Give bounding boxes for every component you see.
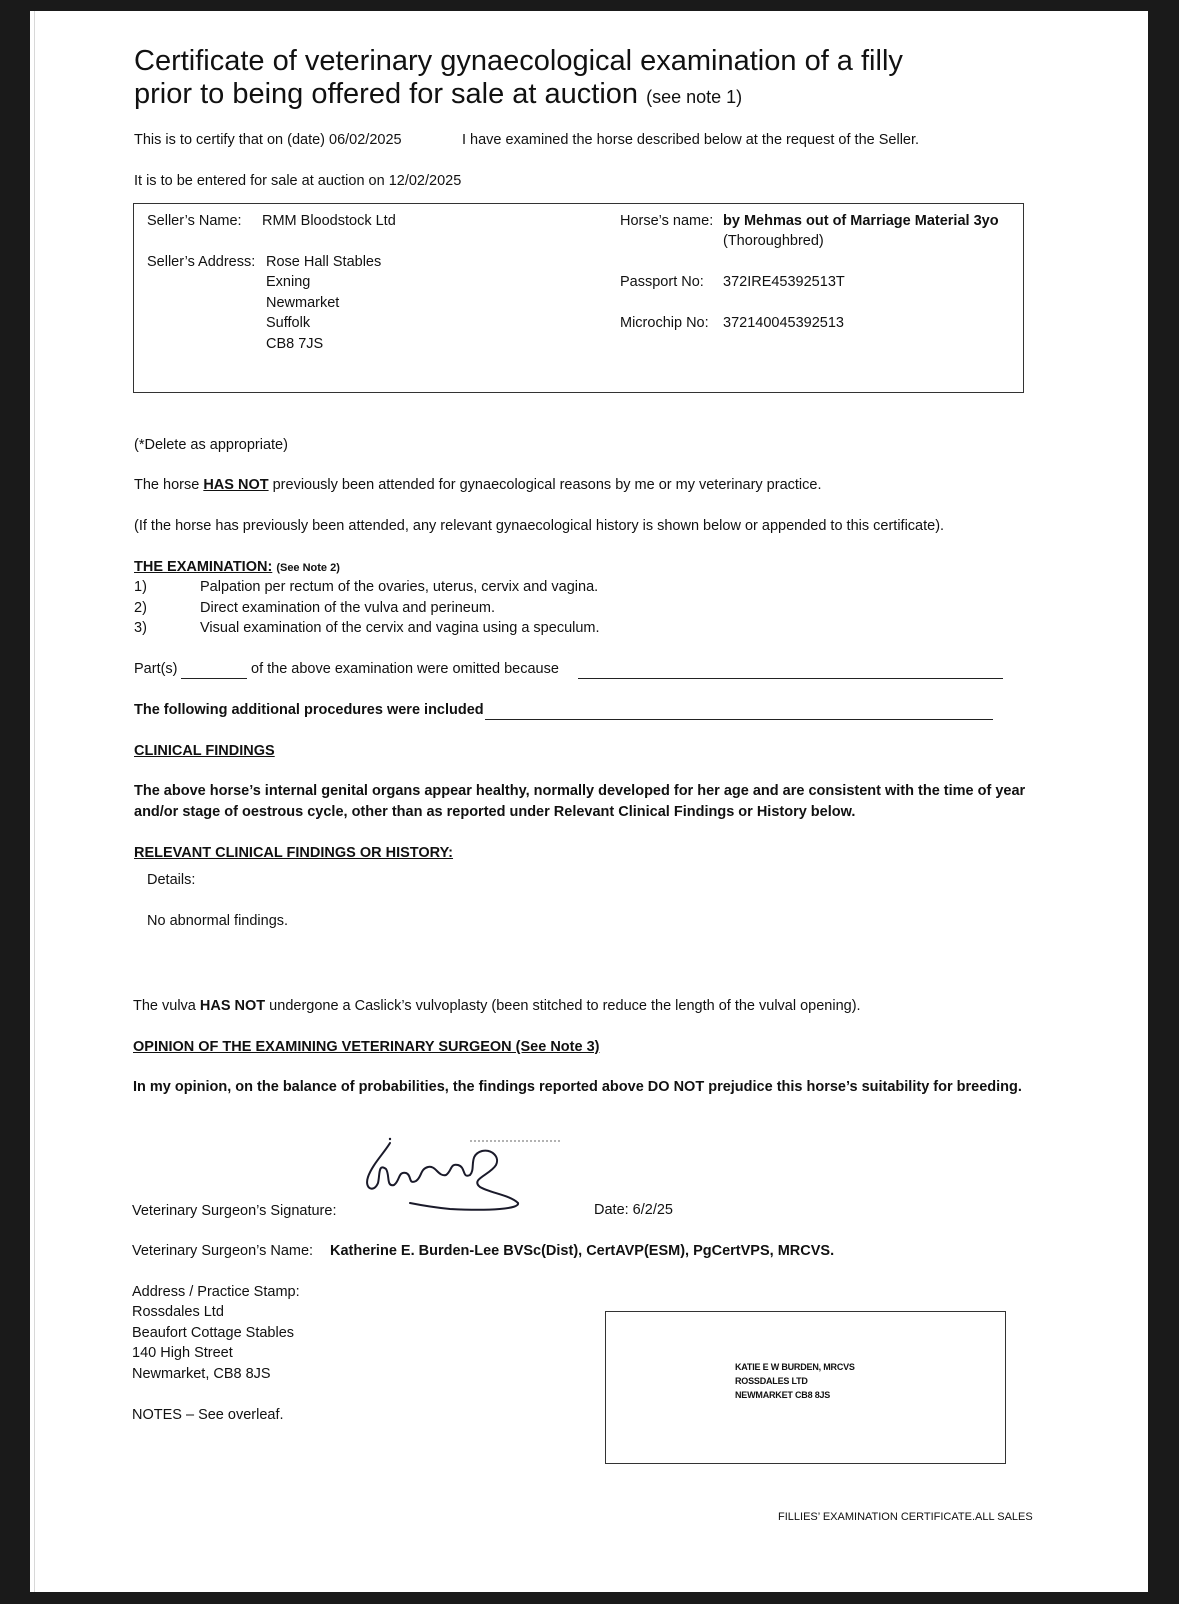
practice-address-line: Rossdales Ltd xyxy=(132,1304,224,1320)
omitted-parts-blank xyxy=(181,678,247,679)
passport-label: Passport No: xyxy=(620,274,704,290)
title-line-2 xyxy=(134,78,1034,114)
additional-procedures-blank xyxy=(485,719,993,720)
signature-date: Date: 6/2/25 xyxy=(594,1202,673,1218)
surgeon-name-label: Veterinary Surgeon’s Name: xyxy=(132,1243,314,1259)
exam-item-text: Direct examination of the vulva and perineum. xyxy=(200,600,495,616)
horse-breed: (Thoroughbred) xyxy=(723,233,824,249)
seller-name-value: RMM Bloodstock Ltd xyxy=(262,213,396,229)
clinical-findings-line: and/or stage of oestrous cycle, other than as reported under Relevant Clinical Findings or History below. xyxy=(134,804,856,820)
relevant-findings-heading: RELEVANT CLINICAL FINDINGS OR HISTORY: xyxy=(134,845,454,861)
delete-note: (*Delete as appropriate) xyxy=(134,437,288,453)
seller-address-line: Rose Hall Stables xyxy=(266,254,382,270)
footer-reference: FILLIES’ EXAMINATION CERTIFICATE.ALL SALES xyxy=(778,1511,1033,1523)
exam-item-num: 2) xyxy=(134,600,147,616)
seller-address-line: Newmarket xyxy=(266,295,340,311)
omitted-reason-blank xyxy=(578,678,1003,679)
seller-address-line: Suffolk xyxy=(266,315,311,331)
certify-date: This is to certify that on (date) 06/02/2025 xyxy=(134,132,402,148)
seller-address-line: CB8 7JS xyxy=(266,336,324,352)
details-label: Details: xyxy=(147,872,196,888)
examination-heading-text: THE EXAMINATION: xyxy=(134,559,273,575)
seller-address-line: Exning xyxy=(266,274,311,290)
stamp-line: ROSSDALES LTD xyxy=(735,1376,808,1386)
horse-name-value: by Mehmas out of Marriage Material 3yo xyxy=(723,213,999,229)
microchip-label: Microchip No: xyxy=(620,315,709,331)
attended-prefix: The horse xyxy=(134,477,204,493)
practice-address-line: 140 High Street xyxy=(132,1345,233,1361)
surgeon-name-value: Katherine E. Burden-Lee BVSc(Dist), CertAVP(ESM), PgCertVPS, MRCVS. xyxy=(330,1243,835,1259)
title-note: (see note 1) xyxy=(646,87,743,107)
opinion-heading: OPINION OF THE EXAMINING VETERINARY SURGEON (See Note 3) xyxy=(133,1039,600,1055)
notes-reference: NOTES – See overleaf. xyxy=(132,1407,284,1423)
title-line-1: Certificate of veterinary gynaecological examination of a filly xyxy=(134,45,903,77)
attended-statement xyxy=(134,475,821,495)
exam-item-num: 3) xyxy=(134,620,147,636)
certify-examined: I have examined the horse described below at the request of the Seller. xyxy=(462,132,920,148)
signature-image xyxy=(350,1131,570,1211)
vulva-emphasis: HAS NOT xyxy=(199,998,266,1014)
practice-stamp-label: Address / Practice Stamp: xyxy=(132,1284,300,1300)
horse-name-label: Horse’s name: xyxy=(620,213,714,229)
page-edge xyxy=(34,11,35,1592)
attended-emphasis: HAS NOT xyxy=(203,477,269,493)
exam-item-text: Palpation per rectum of the ovaries, uterus, cervix and vagina. xyxy=(200,579,599,595)
seller-address-label: Seller’s Address: xyxy=(147,254,256,270)
vulva-suffix: undergone a Caslick’s vulvoplasty (been stitched to reduce the length of the vulval opening). xyxy=(265,998,861,1014)
omitted-middle: of the above examination were omitted because xyxy=(251,661,559,677)
auction-date: It is to be entered for sale at auction on 12/02/2025 xyxy=(134,173,462,189)
clinical-findings-line: The above horse’s internal genital organs appear healthy, normally developed for her age and are consistent with the time of year xyxy=(134,783,1026,799)
exam-item-text: Visual examination of the cervix and vagina using a speculum. xyxy=(200,620,600,636)
seller-name-label: Seller’s Name: xyxy=(147,213,242,229)
signature-label: Veterinary Surgeon’s Signature: xyxy=(132,1203,337,1219)
opinion-text: In my opinion, on the balance of probabilities, the findings reported above DO NOT prejudice this horse’s suitability for breeding. xyxy=(133,1079,1022,1095)
passport-value: 372IRE45392513T xyxy=(723,274,845,290)
page-title xyxy=(134,45,1034,114)
vulva-statement xyxy=(133,996,861,1016)
omitted-prefix: Part(s) xyxy=(134,661,178,677)
vulva-prefix: The vulva xyxy=(133,998,200,1014)
additional-procedures: The following additional procedures were included xyxy=(134,702,484,718)
attended-suffix: previously been attended for gynaecological reasons by me or my veterinary practice. xyxy=(268,477,822,493)
certificate-page xyxy=(30,11,1148,1592)
examination-heading xyxy=(134,557,340,578)
exam-item-num: 1) xyxy=(134,579,147,595)
stamp-line: NEWMARKET CB8 8JS xyxy=(735,1390,831,1400)
practice-address-line: Beaufort Cottage Stables xyxy=(132,1325,295,1341)
title-line-2-text: prior to being offered for sale at auction xyxy=(134,78,639,110)
examination-heading-note: (See Note 2) xyxy=(276,562,340,574)
details-value: No abnormal findings. xyxy=(147,913,289,929)
clinical-findings-heading: CLINICAL FINDINGS xyxy=(134,743,275,759)
microchip-value: 372140045392513 xyxy=(723,315,844,331)
history-note: (If the horse has previously been attended, any relevant gynaecological history is shown below or appended to this certificate). xyxy=(134,518,945,534)
practice-address-line: Newmarket, CB8 8JS xyxy=(132,1366,271,1382)
stamp-line: KATIE E W BURDEN, MRCVS xyxy=(735,1362,855,1372)
